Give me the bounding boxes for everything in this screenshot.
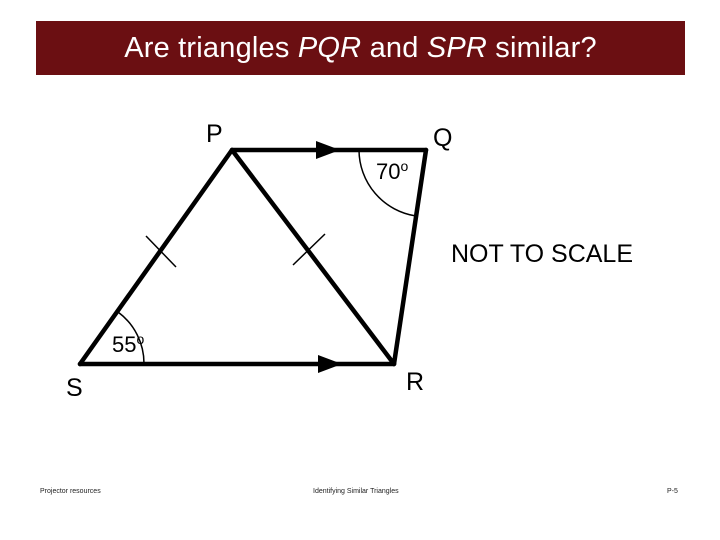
- title-part-3: similar?: [487, 31, 597, 64]
- title-triangle-spr: SPR: [426, 31, 488, 64]
- angle-value-s: 55: [112, 332, 137, 357]
- segment-pr: [232, 150, 394, 364]
- footer-right: P-5: [667, 488, 678, 495]
- angle-value-q: 70: [376, 159, 401, 184]
- title-triangle-pqr: PQR: [297, 31, 362, 64]
- parallel-arrow-sr: [318, 355, 342, 373]
- vertex-label-p: P: [206, 120, 223, 148]
- angle-unit-s: o: [136, 331, 145, 347]
- vertex-label-s: S: [66, 374, 83, 402]
- title-part-1: Are triangles: [124, 31, 298, 64]
- vertex-label-r: R: [406, 368, 425, 396]
- angle-label-q: [376, 158, 408, 184]
- segment-ps: [80, 150, 232, 364]
- title-part-2: and: [361, 31, 427, 64]
- footer-left: Projector resources: [40, 488, 101, 495]
- not-to-scale-note: NOT TO SCALE: [451, 240, 634, 268]
- angle-unit-q: o: [400, 158, 409, 174]
- angle-label-s: [112, 331, 144, 357]
- vertex-label-q: Q: [433, 124, 453, 152]
- footer-center: Identifying Similar Triangles: [313, 488, 399, 495]
- parallel-arrow-pq: [316, 141, 340, 159]
